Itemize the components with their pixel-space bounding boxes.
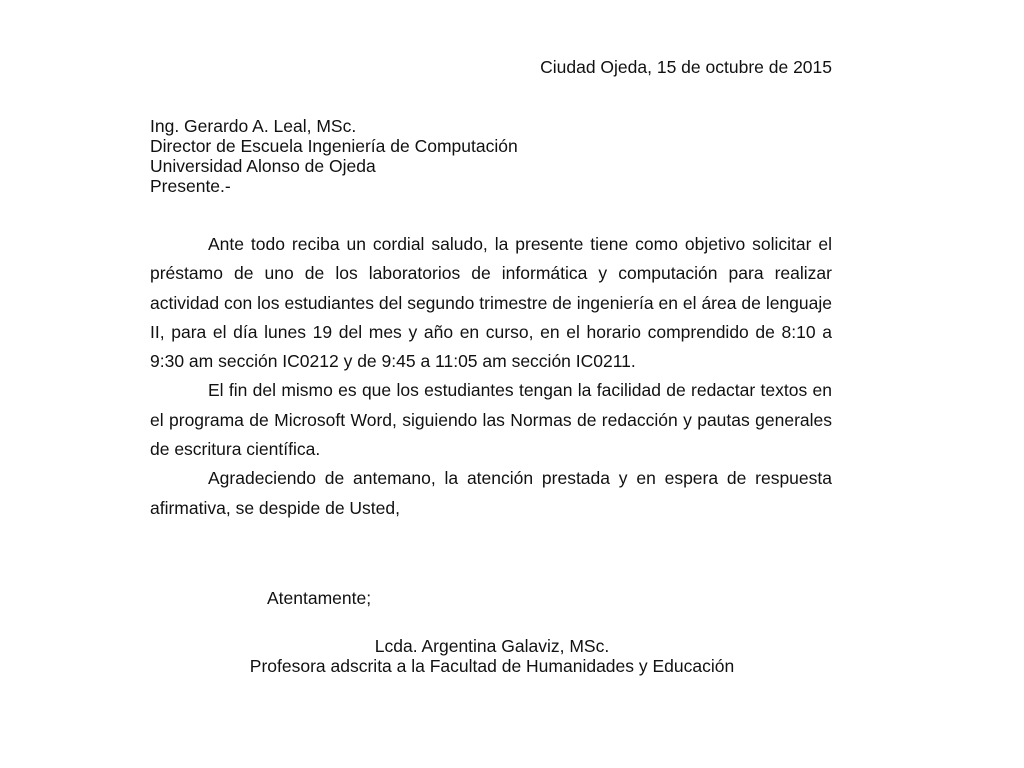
recipient-name: Ing. Gerardo A. Leal, MSc.: [150, 116, 357, 136]
closing-line: Atentamente;: [267, 588, 372, 608]
body-paragraph-request: Ante todo reciba un cordial saludo, la presente tiene como objetivo solicitar el préstamo de uno de los laboratorios de informática y computación para realizar actividad con los estudiantes del segundo trimestre de ingeniería en el área de lenguaje II, para el día lunes 19 del mes y año en curso, en el horario comprendido de 8:10 a 9:30 am sección IC0212 y de 9:45 a 11:05 am sección IC0211.: [150, 234, 832, 372]
recipient-position: Director de Escuela Ingeniería de Computación: [150, 136, 518, 156]
signature-title: Profesora adscrita a la Facultad de Humanidades y Educación: [249, 656, 735, 676]
recipient-greeting: Presente.-: [150, 176, 231, 196]
signature-name: Lcda. Argentina Galaviz, MSc.: [374, 636, 610, 656]
recipient-block: [150, 116, 518, 196]
body-paragraph-purpose: El fin del mismo es que los estudiantes tengan la facilidad de redactar textos en el programa de Microsoft Word, siguiendo las Normas de redacción y pautas generales de escritura científica.: [150, 380, 832, 460]
body-paragraph-thanks: Agradeciendo de antemano, la atención prestada y en espera de respuesta afirmativa, se despide de Usted,: [150, 468, 832, 518]
recipient-institution: Universidad Alonso de Ojeda: [150, 156, 376, 176]
date-line: Ciudad Ojeda, 15 de octubre de 2015: [540, 57, 832, 77]
signature-block: [0, 636, 984, 676]
letter-body: [150, 230, 832, 523]
